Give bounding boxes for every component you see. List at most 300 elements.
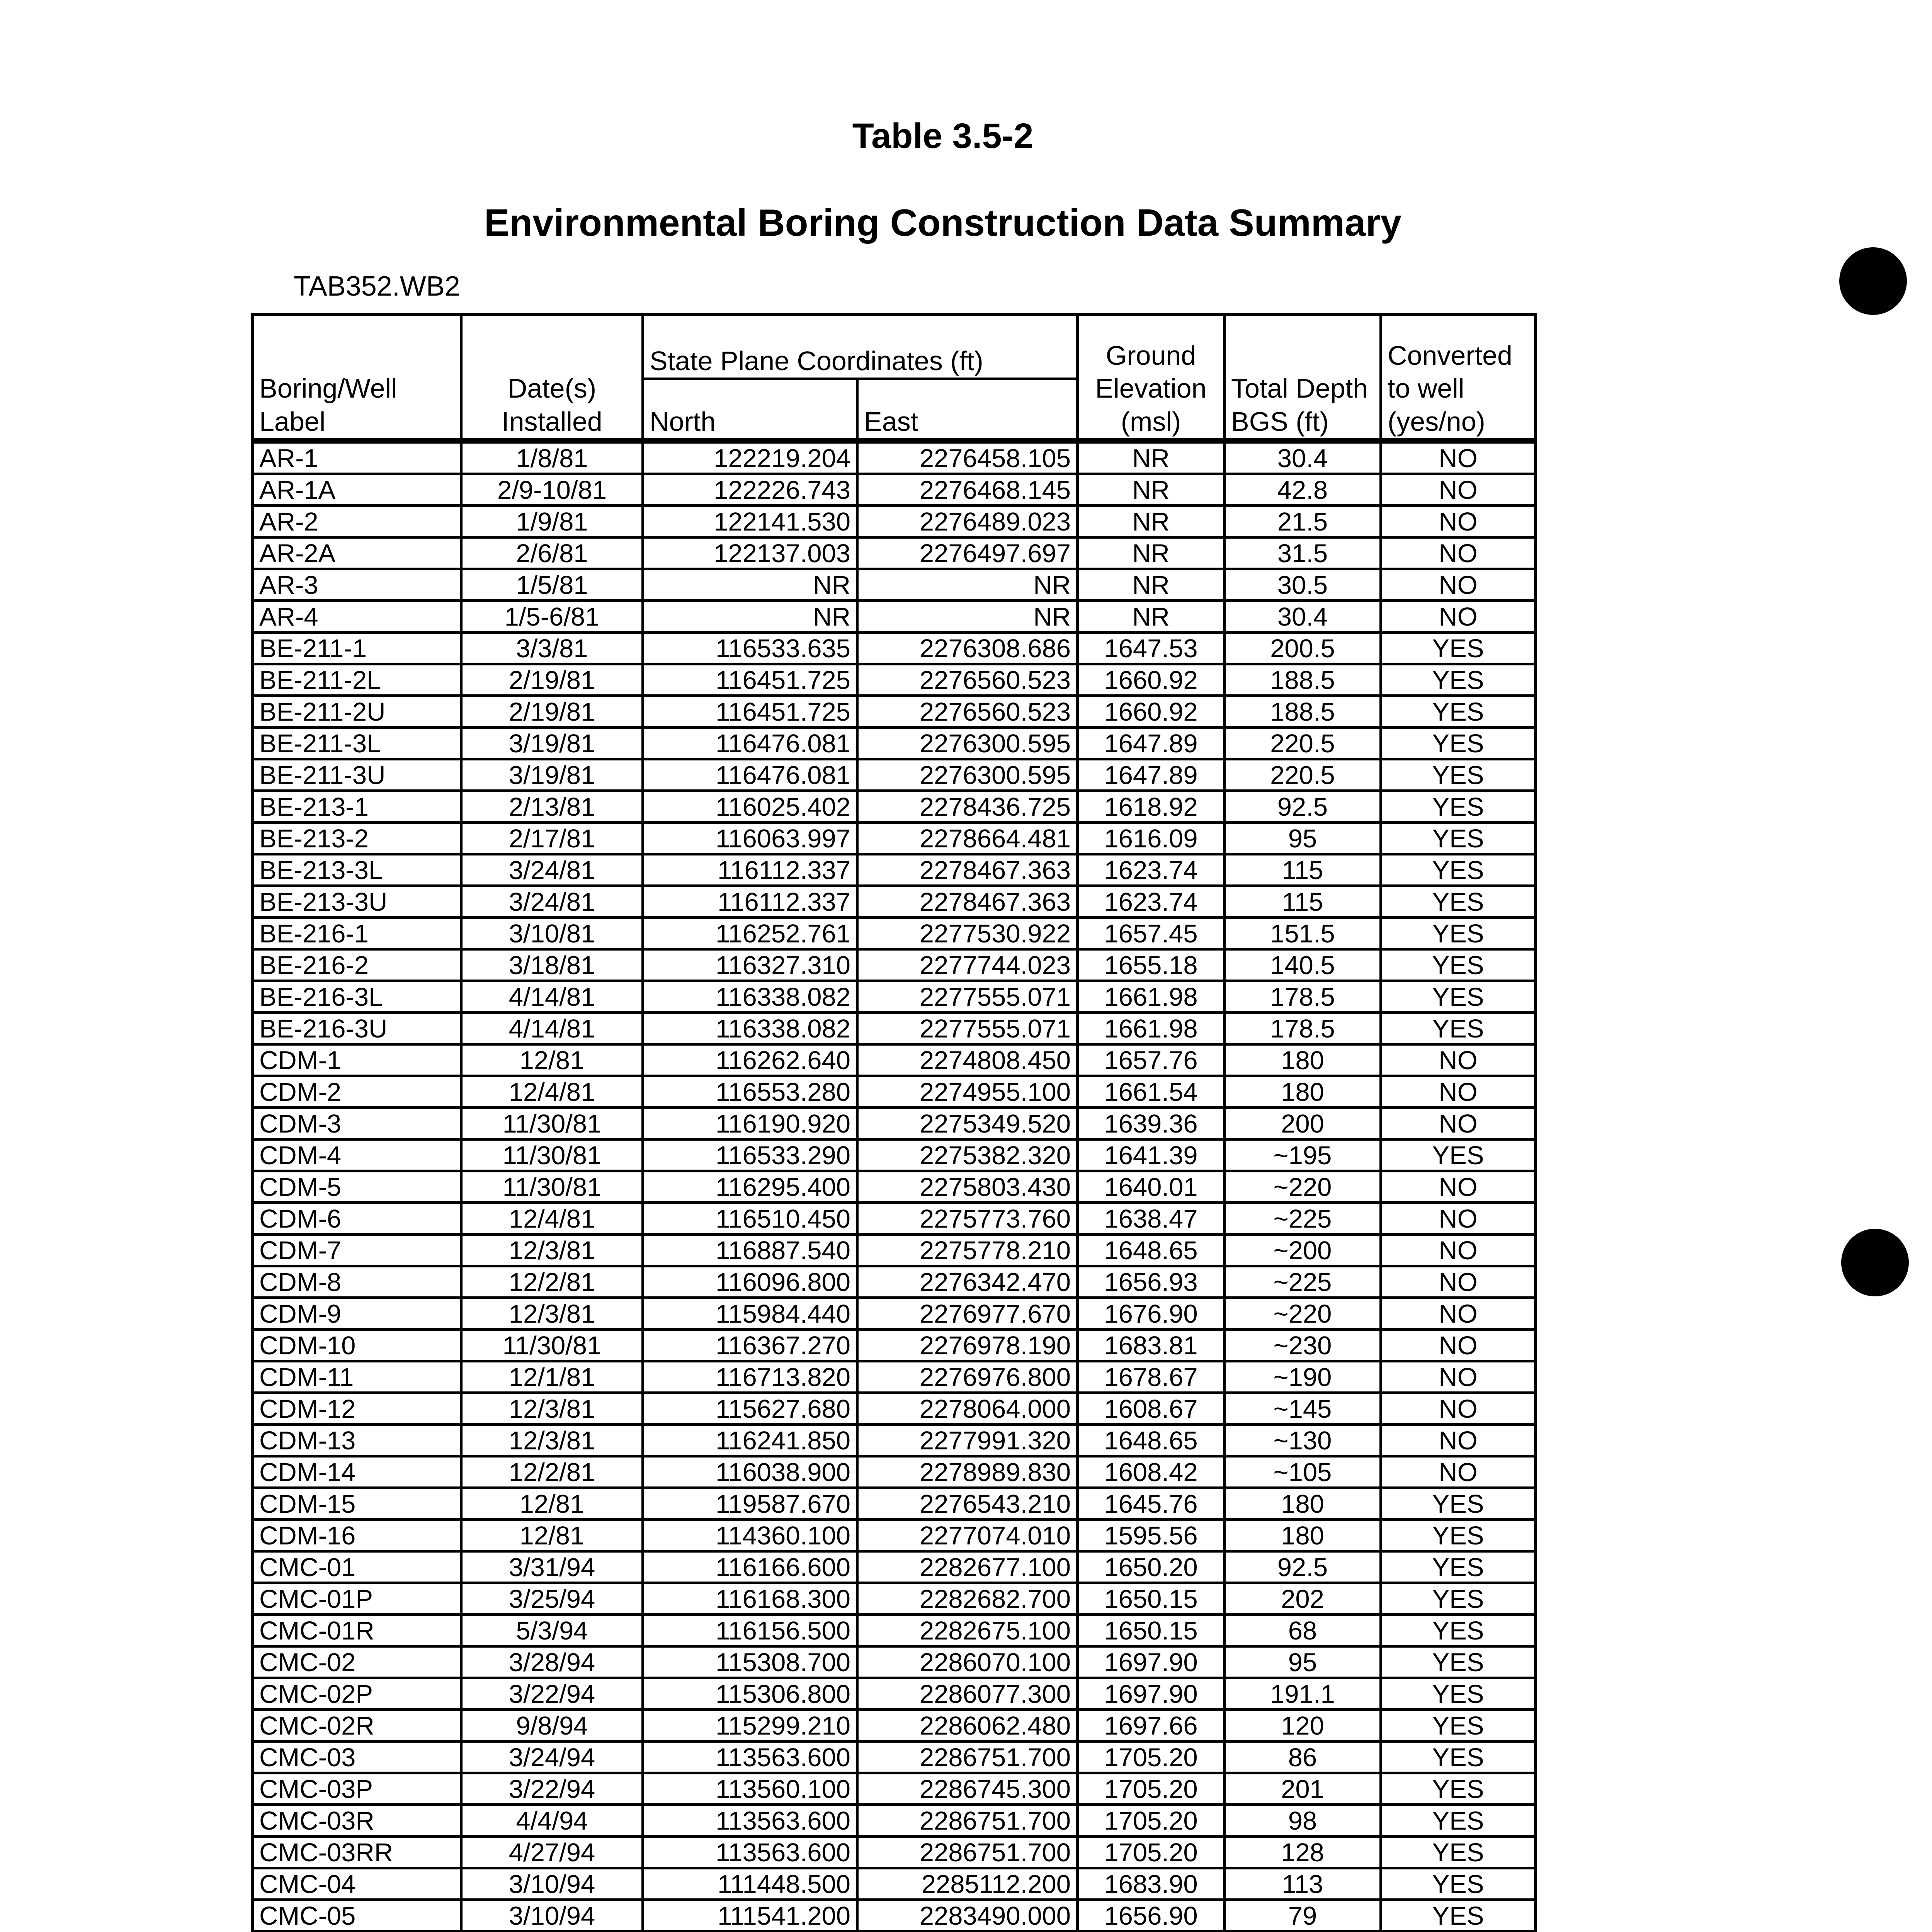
cell-label: CDM-2 <box>253 1076 461 1108</box>
cell-north: 111541.200 <box>643 1900 857 1932</box>
cell-label: AR-3 <box>253 569 461 601</box>
cell-date: 3/25/94 <box>461 1583 643 1615</box>
cell-date: 3/3/81 <box>461 633 643 664</box>
cell-north: 116510.450 <box>643 1203 857 1235</box>
cell-north: 115984.440 <box>643 1298 857 1330</box>
cell-depth: 180 <box>1225 1488 1381 1520</box>
cell-elev: 1647.89 <box>1078 728 1225 759</box>
cell-east: 2276300.595 <box>857 759 1078 791</box>
cell-elev: 1641.39 <box>1078 1139 1225 1171</box>
cell-elev: 1657.45 <box>1078 918 1225 949</box>
cell-depth: ~190 <box>1225 1361 1381 1393</box>
cell-depth: 86 <box>1225 1742 1381 1773</box>
cell-elev: NR <box>1078 441 1225 474</box>
header-date: Date(s) Installed <box>461 315 643 441</box>
cell-east: NR <box>857 569 1078 601</box>
cell-elev: NR <box>1078 537 1225 569</box>
cell-elev: 1647.89 <box>1078 759 1225 791</box>
cell-conv: NO <box>1381 1076 1536 1108</box>
cell-north: 116295.400 <box>643 1171 857 1203</box>
cell-east: 2274955.100 <box>857 1076 1078 1108</box>
table-number: Table 3.5-2 <box>852 116 1034 156</box>
cell-date: 3/18/81 <box>461 949 643 981</box>
cell-depth: 30.4 <box>1225 601 1381 633</box>
cell-north: 116476.081 <box>643 728 857 759</box>
cell-north: 116025.402 <box>643 791 857 823</box>
file-name: TAB352.WB2 <box>294 271 460 302</box>
cell-date: 3/22/94 <box>461 1678 643 1710</box>
cell-depth: 21.5 <box>1225 506 1381 537</box>
cell-conv: YES <box>1381 1013 1536 1044</box>
cell-east: 2277530.922 <box>857 918 1078 949</box>
cell-conv: NO <box>1381 1203 1536 1235</box>
cell-conv: NO <box>1381 537 1536 569</box>
cell-north: 115627.680 <box>643 1393 857 1425</box>
cell-north: 116112.337 <box>643 886 857 918</box>
cell-conv: NO <box>1381 506 1536 537</box>
table-row <box>253 1615 1536 1646</box>
cell-depth: 200.5 <box>1225 633 1381 664</box>
cell-depth: 188.5 <box>1225 696 1381 728</box>
cell-elev: 1683.81 <box>1078 1330 1225 1361</box>
cell-date: 12/81 <box>461 1520 643 1551</box>
table-row <box>253 1298 1536 1330</box>
table-row <box>253 886 1536 918</box>
cell-north: 113560.100 <box>643 1773 857 1805</box>
cell-conv: NO <box>1381 1456 1536 1488</box>
table-row <box>253 474 1536 506</box>
cell-depth: ~220 <box>1225 1171 1381 1203</box>
cell-east: 2278989.830 <box>857 1456 1078 1488</box>
cell-east: 2276489.023 <box>857 506 1078 537</box>
header-east: East <box>857 379 1078 441</box>
cell-east: 2286751.700 <box>857 1805 1078 1837</box>
cell-label: CDM-10 <box>253 1330 461 1361</box>
cell-conv: NO <box>1381 1393 1536 1425</box>
cell-label: BE-213-3U <box>253 886 461 918</box>
cell-north: 116252.761 <box>643 918 857 949</box>
cell-date: 12/1/81 <box>461 1361 643 1393</box>
cell-label: CMC-02R <box>253 1710 461 1742</box>
cell-east: 2283490.000 <box>857 1900 1078 1932</box>
cell-depth: 188.5 <box>1225 664 1381 696</box>
cell-conv: YES <box>1381 1805 1536 1837</box>
table-row <box>253 1868 1536 1900</box>
table-row <box>253 1805 1536 1837</box>
cell-conv: NO <box>1381 569 1536 601</box>
cell-depth: 140.5 <box>1225 949 1381 981</box>
table-row <box>253 728 1536 759</box>
cell-date: 1/5/81 <box>461 569 643 601</box>
table-row <box>253 1076 1536 1108</box>
cell-label: AR-2A <box>253 537 461 569</box>
cell-label: CMC-04 <box>253 1868 461 1900</box>
cell-east: 2286070.100 <box>857 1646 1078 1678</box>
cell-date: 12/3/81 <box>461 1393 643 1425</box>
boring-data-table <box>251 313 1537 1932</box>
cell-east: 2286745.300 <box>857 1773 1078 1805</box>
cell-east: 2276458.105 <box>857 441 1078 474</box>
cell-north: 116063.997 <box>643 823 857 854</box>
cell-date: 3/24/94 <box>461 1742 643 1773</box>
cell-conv: NO <box>1381 1298 1536 1330</box>
cell-depth: ~225 <box>1225 1266 1381 1298</box>
cell-north: 113563.600 <box>643 1805 857 1837</box>
cell-east: 2276976.800 <box>857 1361 1078 1393</box>
cell-date: 3/22/94 <box>461 1773 643 1805</box>
table-row <box>253 1583 1536 1615</box>
cell-label: AR-1 <box>253 441 461 474</box>
cell-elev: 1650.20 <box>1078 1551 1225 1583</box>
cell-label: CDM-15 <box>253 1488 461 1520</box>
cell-date: 4/27/94 <box>461 1837 643 1868</box>
cell-north: 116262.640 <box>643 1044 857 1076</box>
cell-conv: YES <box>1381 1551 1536 1583</box>
cell-north: 116367.270 <box>643 1330 857 1361</box>
cell-east: 2275803.430 <box>857 1171 1078 1203</box>
cell-label: CDM-7 <box>253 1235 461 1266</box>
cell-elev: NR <box>1078 506 1225 537</box>
header-elevation: Ground Elevation (msl) <box>1078 315 1225 441</box>
table-row <box>253 949 1536 981</box>
table-row <box>253 1171 1536 1203</box>
cell-date: 9/8/94 <box>461 1710 643 1742</box>
cell-conv: YES <box>1381 1773 1536 1805</box>
cell-date: 11/30/81 <box>461 1171 643 1203</box>
cell-label: CMC-03RR <box>253 1837 461 1868</box>
header-north: North <box>643 379 857 441</box>
cell-depth: ~230 <box>1225 1330 1381 1361</box>
cell-elev: 1595.56 <box>1078 1520 1225 1551</box>
cell-east: 2282675.100 <box>857 1615 1078 1646</box>
cell-elev: NR <box>1078 474 1225 506</box>
cell-elev: 1608.42 <box>1078 1456 1225 1488</box>
cell-conv: YES <box>1381 981 1536 1013</box>
cell-label: CDM-12 <box>253 1393 461 1425</box>
cell-date: 1/8/81 <box>461 441 643 474</box>
cell-conv: YES <box>1381 1837 1536 1868</box>
cell-date: 2/19/81 <box>461 696 643 728</box>
table-row <box>253 1488 1536 1520</box>
cell-conv: YES <box>1381 918 1536 949</box>
cell-depth: 115 <box>1225 886 1381 918</box>
cell-north: 116190.920 <box>643 1108 857 1139</box>
cell-north: 116451.725 <box>643 664 857 696</box>
cell-elev: 1660.92 <box>1078 696 1225 728</box>
cell-elev: 1640.01 <box>1078 1171 1225 1203</box>
cell-elev: 1623.74 <box>1078 854 1225 886</box>
table-row <box>253 1837 1536 1868</box>
cell-conv: NO <box>1381 474 1536 506</box>
header-label: Boring/Well Label <box>253 315 461 441</box>
cell-depth: 200 <box>1225 1108 1381 1139</box>
table-row <box>253 1710 1536 1742</box>
cell-east: 2277744.023 <box>857 949 1078 981</box>
cell-north: 116338.082 <box>643 1013 857 1044</box>
cell-date: 2/9-10/81 <box>461 474 643 506</box>
cell-conv: YES <box>1381 1742 1536 1773</box>
cell-label: BE-216-3U <box>253 1013 461 1044</box>
cell-elev: 1705.20 <box>1078 1805 1225 1837</box>
cell-conv: YES <box>1381 1583 1536 1615</box>
cell-depth: 113 <box>1225 1868 1381 1900</box>
table-row <box>253 791 1536 823</box>
cell-north: 116038.900 <box>643 1456 857 1488</box>
cell-east: 2276342.470 <box>857 1266 1078 1298</box>
cell-elev: 1661.98 <box>1078 981 1225 1013</box>
cell-conv: YES <box>1381 728 1536 759</box>
cell-conv: YES <box>1381 854 1536 886</box>
header-coordinates: State Plane Coordinates (ft) <box>643 315 1078 379</box>
table-row <box>253 1108 1536 1139</box>
cell-east: 2277555.071 <box>857 1013 1078 1044</box>
cell-label: CMC-03 <box>253 1742 461 1773</box>
cell-date: 4/14/81 <box>461 1013 643 1044</box>
cell-east: 2275773.760 <box>857 1203 1078 1235</box>
cell-conv: NO <box>1381 1266 1536 1298</box>
cell-elev: 1655.18 <box>1078 949 1225 981</box>
cell-east: 2274808.450 <box>857 1044 1078 1076</box>
cell-conv: YES <box>1381 1646 1536 1678</box>
cell-conv: YES <box>1381 886 1536 918</box>
cell-label: CMC-03P <box>253 1773 461 1805</box>
cell-conv: YES <box>1381 696 1536 728</box>
cell-north: 116533.635 <box>643 633 857 664</box>
cell-elev: 1683.90 <box>1078 1868 1225 1900</box>
cell-depth: 202 <box>1225 1583 1381 1615</box>
cell-date: 4/14/81 <box>461 981 643 1013</box>
cell-depth: 220.5 <box>1225 759 1381 791</box>
cell-date: 11/30/81 <box>461 1330 643 1361</box>
table-row <box>253 1551 1536 1583</box>
cell-north: NR <box>643 569 857 601</box>
cell-north: 116241.850 <box>643 1425 857 1456</box>
table-row <box>253 823 1536 854</box>
cell-label: BE-216-3L <box>253 981 461 1013</box>
cell-label: BE-211-2L <box>253 664 461 696</box>
table-row <box>253 1266 1536 1298</box>
cell-date: 3/19/81 <box>461 728 643 759</box>
table-row <box>253 537 1536 569</box>
cell-east: 2286751.700 <box>857 1742 1078 1773</box>
table-row <box>253 854 1536 886</box>
cell-depth: 92.5 <box>1225 791 1381 823</box>
cell-date: 3/28/94 <box>461 1646 643 1678</box>
cell-east: 2278064.000 <box>857 1393 1078 1425</box>
cell-label: CDM-9 <box>253 1298 461 1330</box>
cell-north: 116156.500 <box>643 1615 857 1646</box>
cell-date: 12/4/81 <box>461 1076 643 1108</box>
cell-conv: YES <box>1381 1868 1536 1900</box>
cell-elev: 1656.93 <box>1078 1266 1225 1298</box>
cell-east: 2276977.670 <box>857 1298 1078 1330</box>
table-row <box>253 1742 1536 1773</box>
table-row <box>253 1520 1536 1551</box>
cell-elev: 1638.47 <box>1078 1203 1225 1235</box>
table-row <box>253 1013 1536 1044</box>
cell-conv: YES <box>1381 1520 1536 1551</box>
cell-elev: 1608.67 <box>1078 1393 1225 1425</box>
cell-north: 122219.204 <box>643 441 857 474</box>
cell-elev: 1705.20 <box>1078 1742 1225 1773</box>
cell-depth: 31.5 <box>1225 537 1381 569</box>
cell-depth: ~220 <box>1225 1298 1381 1330</box>
cell-label: CMC-01R <box>253 1615 461 1646</box>
cell-label: BE-211-3L <box>253 728 461 759</box>
cell-date: 12/3/81 <box>461 1425 643 1456</box>
cell-depth: 79 <box>1225 1900 1381 1932</box>
cell-label: CDM-6 <box>253 1203 461 1235</box>
cell-north: 116327.310 <box>643 949 857 981</box>
cell-elev: 1697.90 <box>1078 1678 1225 1710</box>
cell-east: 2286062.480 <box>857 1710 1078 1742</box>
cell-label: BE-213-3L <box>253 854 461 886</box>
cell-depth: 151.5 <box>1225 918 1381 949</box>
cell-label: CMC-05 <box>253 1900 461 1932</box>
cell-north: 116887.540 <box>643 1235 857 1266</box>
cell-label: CDM-8 <box>253 1266 461 1298</box>
cell-date: 3/10/94 <box>461 1900 643 1932</box>
cell-date: 12/4/81 <box>461 1203 643 1235</box>
cell-label: CDM-4 <box>253 1139 461 1171</box>
table-row <box>253 633 1536 664</box>
table-row <box>253 696 1536 728</box>
cell-date: 3/10/94 <box>461 1868 643 1900</box>
cell-elev: 1661.54 <box>1078 1076 1225 1108</box>
cell-label: BE-213-1 <box>253 791 461 823</box>
table-row <box>253 1646 1536 1678</box>
cell-date: 12/2/81 <box>461 1456 643 1488</box>
cell-label: CDM-3 <box>253 1108 461 1139</box>
cell-east: 2276978.190 <box>857 1330 1078 1361</box>
cell-north: 116713.820 <box>643 1361 857 1393</box>
cell-label: BE-211-2U <box>253 696 461 728</box>
header-converted: Converted to well (yes/no) <box>1381 315 1536 441</box>
cell-label: CMC-02P <box>253 1678 461 1710</box>
cell-north: 116451.725 <box>643 696 857 728</box>
cell-conv: YES <box>1381 823 1536 854</box>
cell-east: 2286751.700 <box>857 1837 1078 1868</box>
cell-depth: 178.5 <box>1225 981 1381 1013</box>
cell-date: 3/31/94 <box>461 1551 643 1583</box>
cell-conv: YES <box>1381 759 1536 791</box>
cell-label: CMC-01 <box>253 1551 461 1583</box>
cell-north: 116553.280 <box>643 1076 857 1108</box>
cell-north: 116168.300 <box>643 1583 857 1615</box>
cell-elev: 1639.36 <box>1078 1108 1225 1139</box>
cell-label: CMC-02 <box>253 1646 461 1678</box>
cell-north: 111448.500 <box>643 1868 857 1900</box>
table-row <box>253 601 1536 633</box>
cell-date: 3/24/81 <box>461 854 643 886</box>
header-depth: Total Depth BGS (ft) <box>1225 315 1381 441</box>
cell-elev: 1676.90 <box>1078 1298 1225 1330</box>
cell-label: CDM-5 <box>253 1171 461 1203</box>
table-row <box>253 1456 1536 1488</box>
cell-date: 4/4/94 <box>461 1805 643 1837</box>
cell-elev: 1657.76 <box>1078 1044 1225 1076</box>
cell-date: 12/2/81 <box>461 1266 643 1298</box>
cell-depth: ~105 <box>1225 1456 1381 1488</box>
table-row <box>253 1330 1536 1361</box>
cell-date: 3/19/81 <box>461 759 643 791</box>
cell-date: 2/13/81 <box>461 791 643 823</box>
cell-label: CMC-03R <box>253 1805 461 1837</box>
cell-north: 114360.100 <box>643 1520 857 1551</box>
cell-conv: YES <box>1381 1615 1536 1646</box>
cell-east: 2278467.363 <box>857 854 1078 886</box>
cell-label: CMC-01P <box>253 1583 461 1615</box>
cell-north: 116338.082 <box>643 981 857 1013</box>
table-row <box>253 1393 1536 1425</box>
cell-depth: 95 <box>1225 823 1381 854</box>
cell-date: 5/3/94 <box>461 1615 643 1646</box>
cell-label: CDM-16 <box>253 1520 461 1551</box>
cell-elev: 1650.15 <box>1078 1615 1225 1646</box>
cell-north: 122137.003 <box>643 537 857 569</box>
table-row <box>253 1235 1536 1266</box>
table-row <box>253 569 1536 601</box>
cell-elev: 1647.53 <box>1078 633 1225 664</box>
cell-elev: 1705.20 <box>1078 1773 1225 1805</box>
cell-depth: 42.8 <box>1225 474 1381 506</box>
cell-east: NR <box>857 601 1078 633</box>
cell-depth: 95 <box>1225 1646 1381 1678</box>
cell-depth: 178.5 <box>1225 1013 1381 1044</box>
cell-label: BE-216-2 <box>253 949 461 981</box>
cell-north: 115299.210 <box>643 1710 857 1742</box>
cell-east: 2278467.363 <box>857 886 1078 918</box>
cell-elev: 1661.98 <box>1078 1013 1225 1044</box>
cell-north: 115308.700 <box>643 1646 857 1678</box>
cell-elev: 1705.20 <box>1078 1837 1225 1868</box>
table-row <box>253 1678 1536 1710</box>
cell-depth: 30.5 <box>1225 569 1381 601</box>
table-row <box>253 1139 1536 1171</box>
cell-conv: NO <box>1381 1171 1536 1203</box>
cell-label: BE-211-3U <box>253 759 461 791</box>
cell-depth: 220.5 <box>1225 728 1381 759</box>
cell-east: 2286077.300 <box>857 1678 1078 1710</box>
table-row <box>253 981 1536 1013</box>
cell-north: 116533.290 <box>643 1139 857 1171</box>
table-row <box>253 1425 1536 1456</box>
cell-date: 2/6/81 <box>461 537 643 569</box>
cell-conv: YES <box>1381 1710 1536 1742</box>
cell-depth: 30.4 <box>1225 441 1381 474</box>
cell-elev: NR <box>1078 601 1225 633</box>
cell-depth: 180 <box>1225 1076 1381 1108</box>
cell-depth: ~200 <box>1225 1235 1381 1266</box>
cell-depth: ~145 <box>1225 1393 1381 1425</box>
cell-east: 2276468.145 <box>857 474 1078 506</box>
cell-label: CDM-1 <box>253 1044 461 1076</box>
cell-east: 2275382.320 <box>857 1139 1078 1171</box>
cell-depth: ~130 <box>1225 1425 1381 1456</box>
cell-elev: 1697.66 <box>1078 1710 1225 1742</box>
cell-elev: 1648.65 <box>1078 1235 1225 1266</box>
cell-east: 2278664.481 <box>857 823 1078 854</box>
cell-conv: YES <box>1381 1139 1536 1171</box>
cell-east: 2276543.210 <box>857 1488 1078 1520</box>
table-row <box>253 1044 1536 1076</box>
cell-date: 12/3/81 <box>461 1235 643 1266</box>
cell-date: 11/30/81 <box>461 1108 643 1139</box>
cell-conv: YES <box>1381 949 1536 981</box>
cell-elev: 1678.67 <box>1078 1361 1225 1393</box>
table-row <box>253 918 1536 949</box>
cell-east: 2276497.697 <box>857 537 1078 569</box>
